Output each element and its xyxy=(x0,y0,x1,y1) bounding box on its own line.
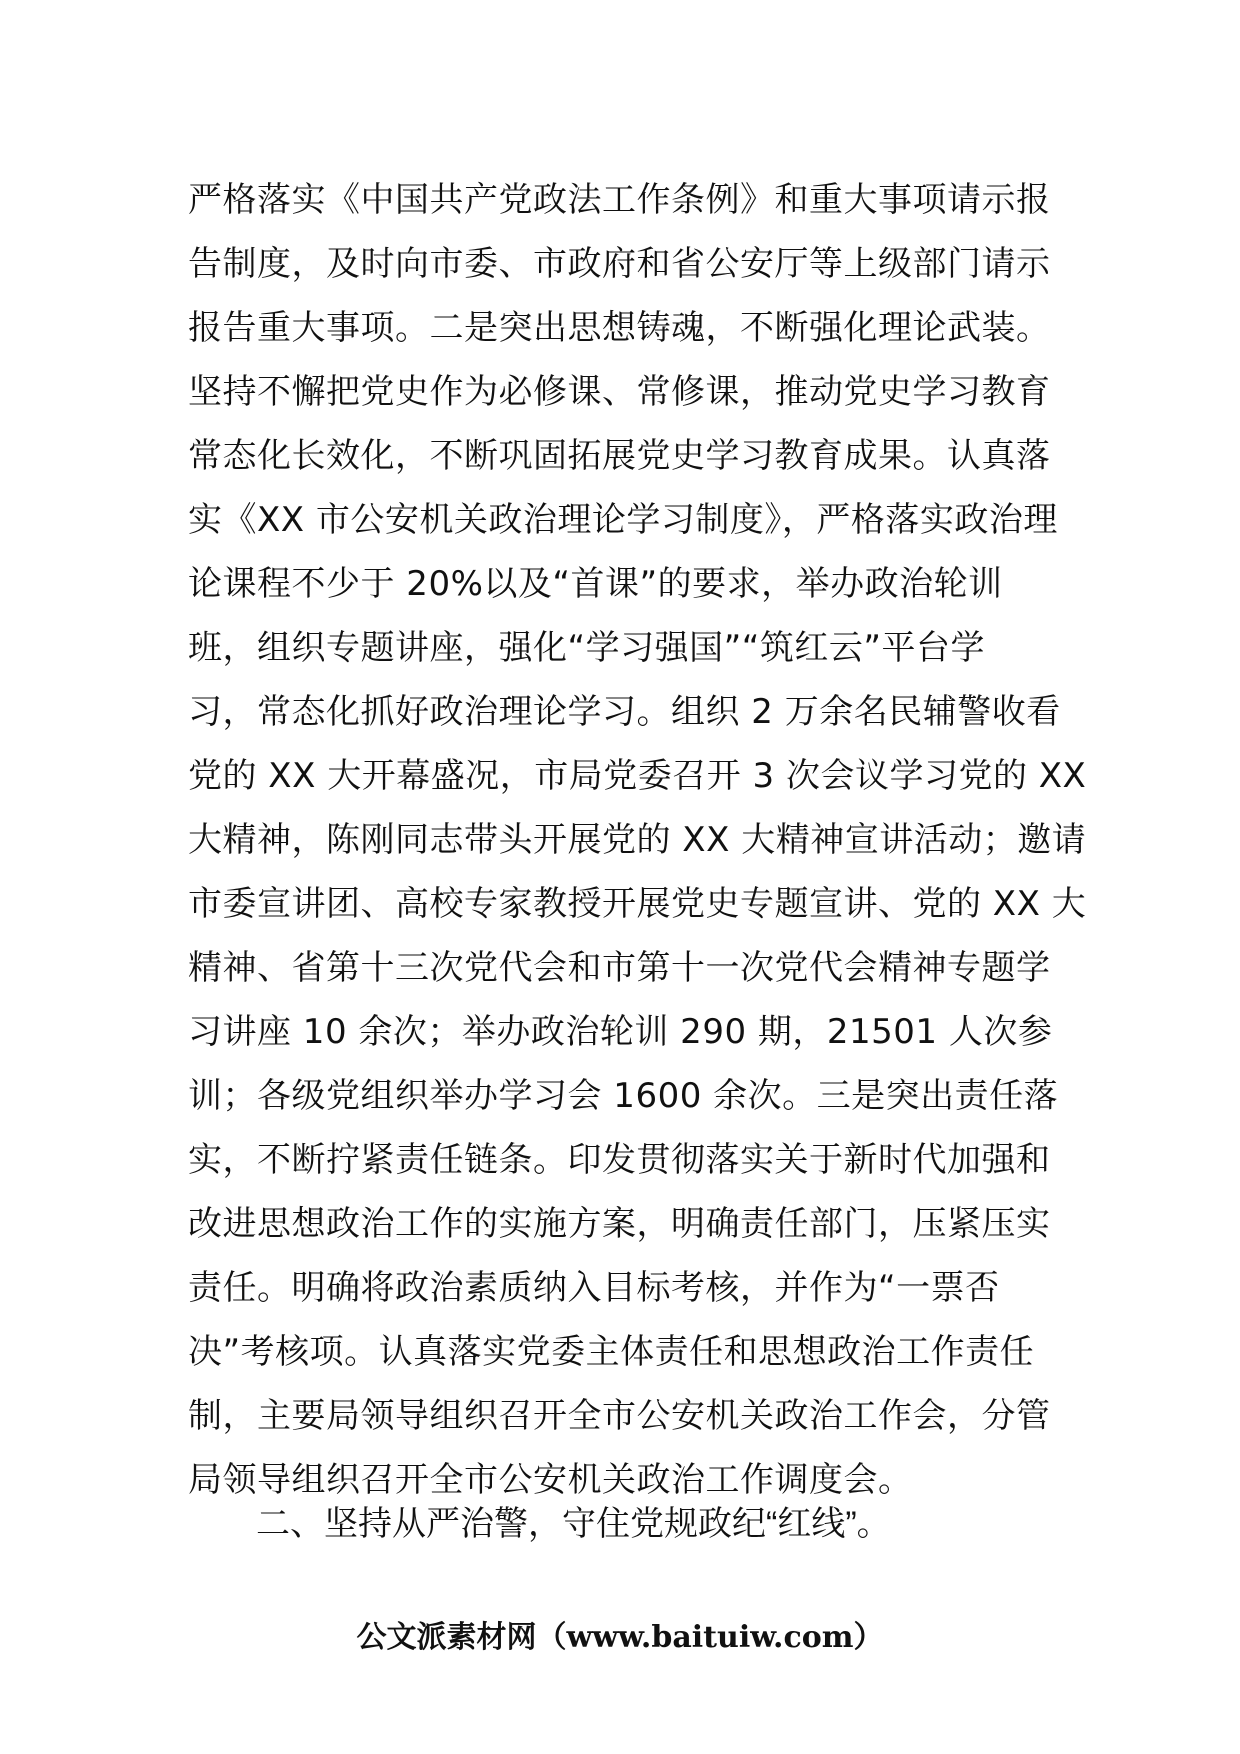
text-line: 严格落实《中国共产党政法工作条例》和重大事项请示报 xyxy=(188,180,1051,220)
text-line: 坚持不懈把党史作为必修课、常修课，推动党史学习教育 xyxy=(188,372,1051,412)
text-line: 大精神，陈刚同志带头开展党的 XX 大精神宣讲活动；邀请 xyxy=(188,820,1087,860)
text-line: 报告重大事项。二是突出思想铸魂，不断强化理论武装。 xyxy=(188,308,1051,348)
text-line: 决”考核项。认真落实党委主体责任和思想政治工作责任 xyxy=(188,1332,1035,1372)
section-heading: 二、坚持从严治警，守住党规政纪“红线”。 xyxy=(256,1505,891,1543)
text-line: 常态化长效化，不断巩固拓展党史学习教育成果。认真落 xyxy=(188,436,1051,476)
text-line: 责任。明确将政治素质纳入目标考核，并作为“一票否 xyxy=(188,1268,1000,1308)
text-line: 班，组织专题讲座，强化“学习强国”“筑红云”平台学 xyxy=(188,628,985,668)
body-paragraph xyxy=(188,168,1087,1512)
text-line: 实，不断拧紧责任链条。印发贯彻落实关于新时代加强和 xyxy=(188,1140,1051,1180)
text-line: 实《XX 市公安机关政治理论学习制度》，严格落实政治理 xyxy=(188,500,1058,540)
text-line: 习讲座 10 余次；举办政治轮训 290 期，21501 人次参 xyxy=(188,1012,1053,1052)
text-line: 精神、省第十三次党代会和市第十一次党代会精神专题学 xyxy=(188,948,1051,988)
text-line: 训；各级党组织举办学习会 1600 余次。三是突出责任落 xyxy=(188,1076,1059,1116)
text-line: 习，常态化抓好政治理论学习。组织 2 万余名民辅警收看 xyxy=(188,692,1061,732)
text-line: 党的 XX 大开幕盛况，市局党委召开 3 次会议学习党的 XX xyxy=(188,756,1087,796)
text-line: 改进思想政治工作的实施方案，明确责任部门，压紧压实 xyxy=(188,1204,1051,1244)
text-line: 论课程不少于 20%以及“首课”的要求，举办政治轮训 xyxy=(188,564,1003,604)
text-line: 制，主要局领导组织召开全市公安机关政治工作会，分管 xyxy=(188,1396,1051,1436)
footer-watermark: 公文派素材网（www.baituiw.com） xyxy=(356,1620,884,1655)
text-line: 告制度，及时向市委、市政府和省公安厅等上级部门请示 xyxy=(188,244,1051,284)
text-line: 市委宣讲团、高校专家教授开展党史专题宣讲、党的 XX 大 xyxy=(188,884,1087,924)
text-line: 局领导组织召开全市公安机关政治工作调度会。 xyxy=(188,1460,913,1500)
